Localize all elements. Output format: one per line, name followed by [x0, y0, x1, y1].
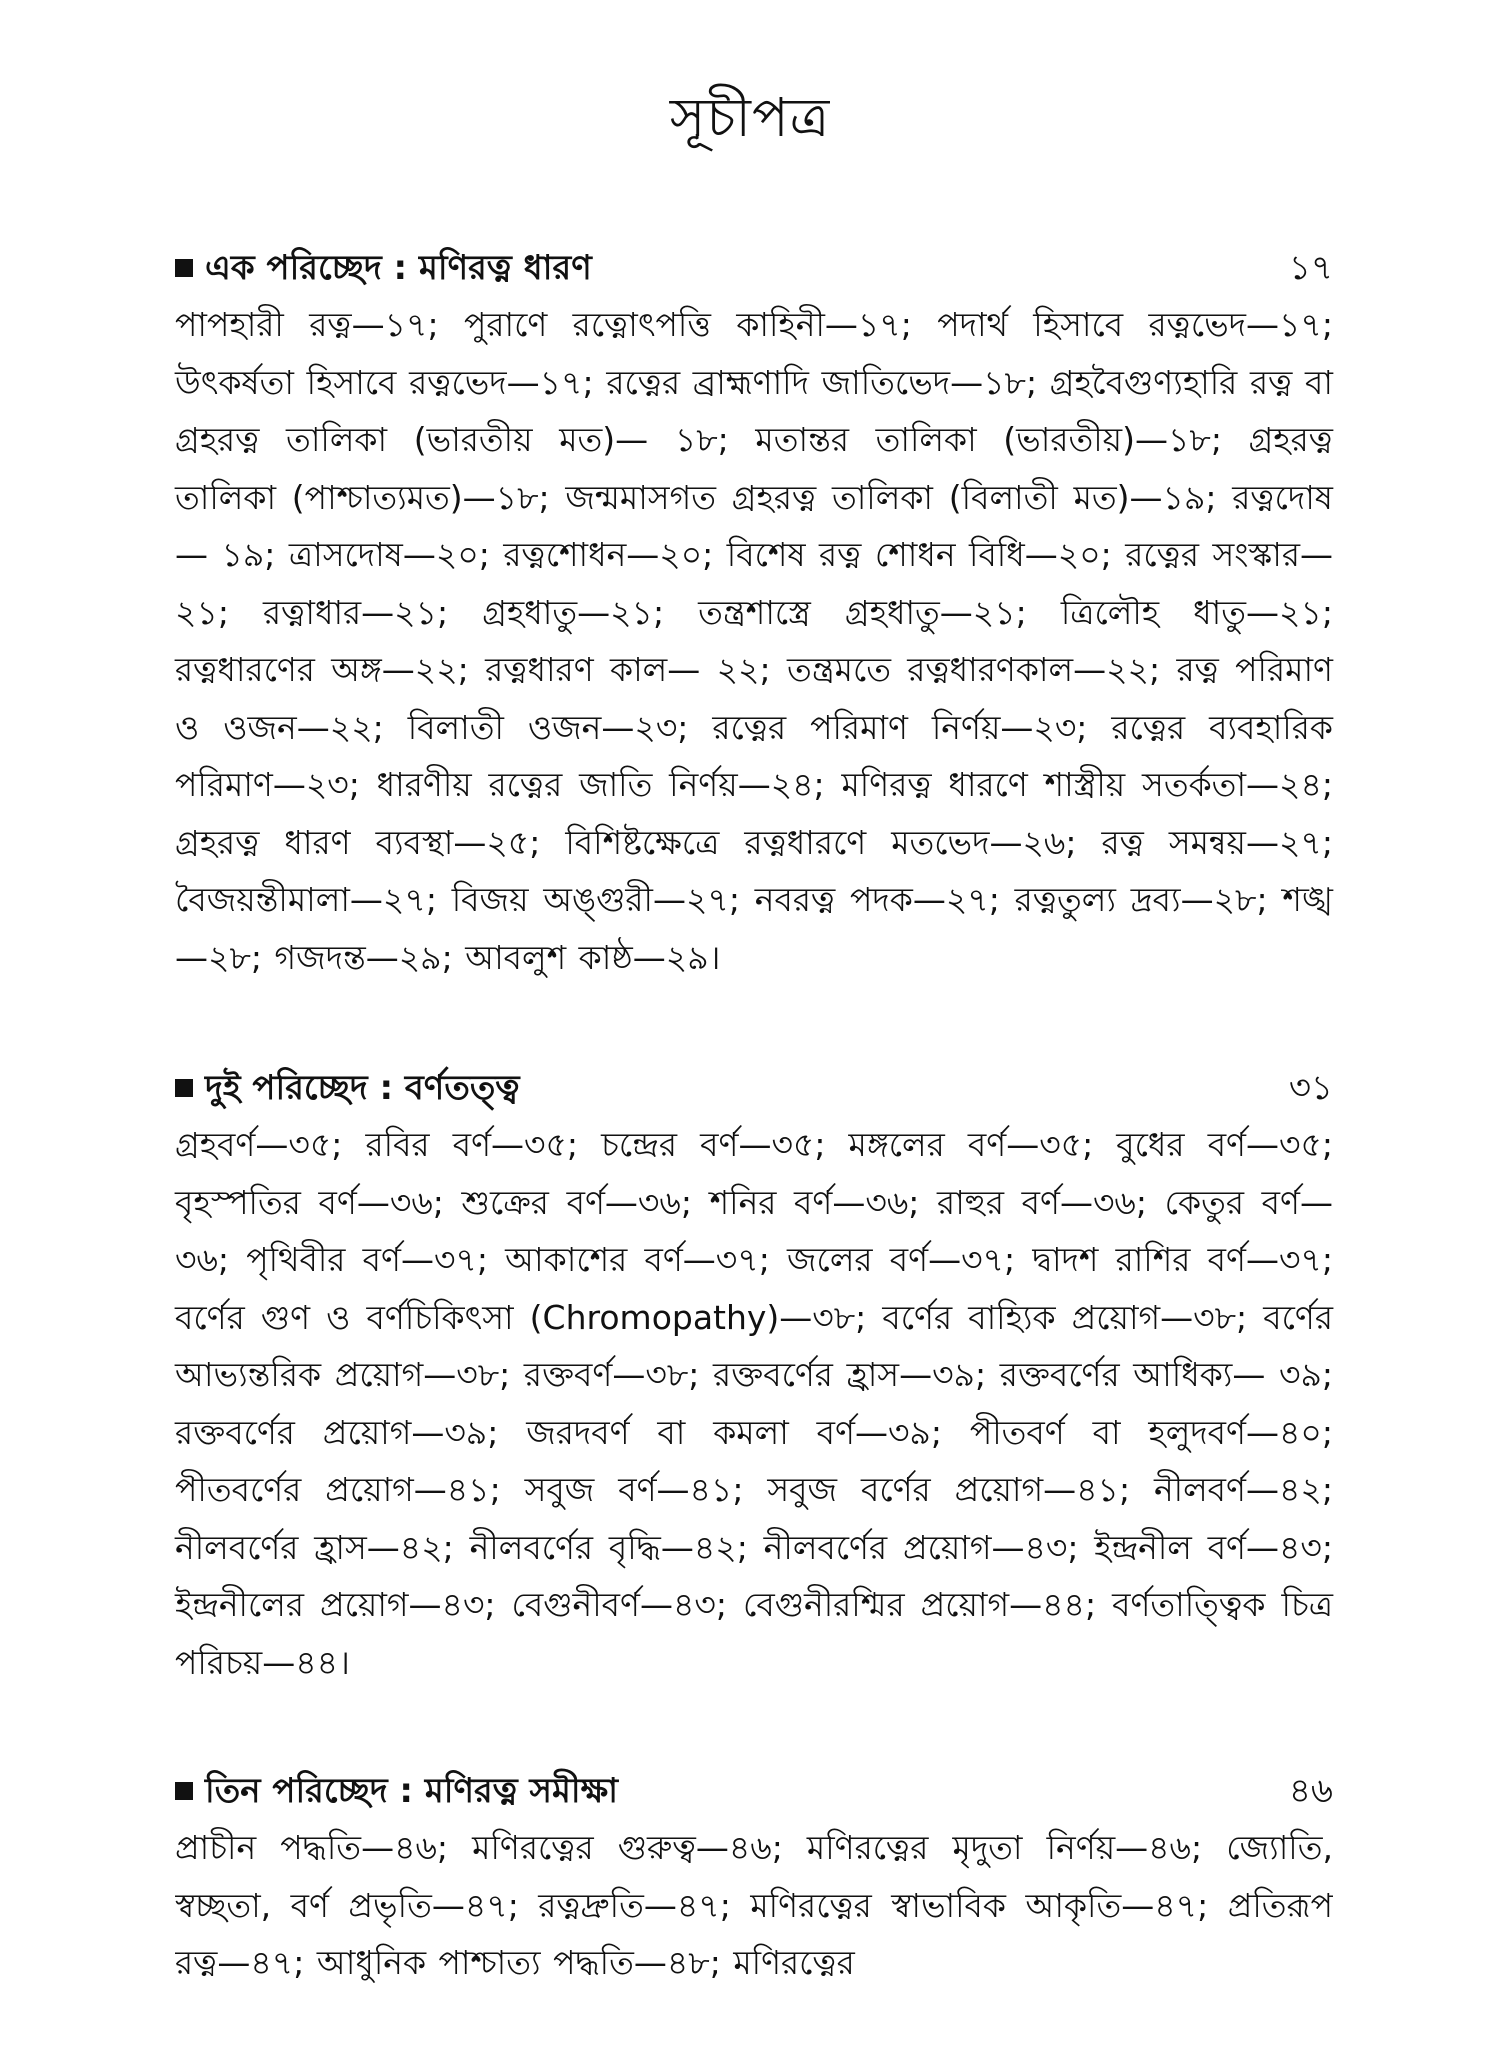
chapter-heading: [175, 1763, 618, 1819]
chapter-entries: প্রাচীন পদ্ধতি—৪৬; মণিরত্নের গুরুত্ব—৪৬; মণিরত্নের মৃদুতা নির্ণয়—৪৬; জ্যোতি, স্বচ্ছতা, বর্ণ প্রভৃতি—৪৭; রত্নদ্রুতি—৪৭; মণিরত্নের স্বাভাবিক আকৃতি—৪৭; প্রতিরূপ রত্ন—৪৭; আধুনিক পাশ্চাত্য পদ্ধতি—৪৮; মণিরত্নের: [175, 1828, 1333, 1982]
chapter-header: [175, 240, 1333, 296]
chapter-page-number: ৩১: [1288, 1068, 1333, 1108]
chapter-page-number: ৪৬: [1288, 1771, 1333, 1811]
chapter-entries: পাপহারী রত্ন—১৭; পুরাণে রত্নোৎপত্তি কাহিনী—১৭; পদার্থ হিসাবে রত্নভেদ—১৭; উৎকর্ষতা হিসাবে রত্নভেদ—১৭; রত্নের ব্রাহ্মণাদি জাতিভেদ—১৮; গ্রহবৈগুণ্যহারি রত্ন বা গ্রহরত্ন তালিকা (ভারতীয় মত)— ১৮; মতান্তর তালিকা (ভারতীয়)—১৮; গ্রহরত্ন তালিকা (পাশ্চাত্যমত)—১৮; জন্মমাসগত গ্রহরত্ন তালিকা (বিলাতী মত)—১৯; রত্নদোষ— ১৯; ত্রাসদোষ—২০; রত্নশোধন—২০; বিশেষ রত্ন শোধন বিধি—২০; রত্নের সংস্কার—২১; রত্নাধার—২১; গ্রহধাতু—২১; তন্ত্রশাস্ত্রে গ্রহধাতু—২১; ত্রিলৌহ ধাতু—২১; রত্নধারণের অঙ্গ—২২; রত্নধারণ কাল— ২২; তন্ত্রমতে রত্নধারণকাল—২২; রত্ন পরিমাণ ও ওজন—২২; বিলাতী ওজন—২৩; রত্নের পরিমাণ নির্ণয়—২৩; রত্নের ব্যবহারিক পরিমাণ—২৩; ধারণীয় রত্নের জাতি নির্ণয়—২৪; মণিরত্ন ধারণে শাস্ত্রীয় সতর্কতা—২৪; গ্রহরত্ন ধারণ ব্যবস্থা—২৫; বিশিষ্টক্ষেত্রে রত্নধারণে মতভেদ—২৬; রত্ন সমন্বয়—২৭; বৈজয়ন্তীমালা—২৭; বিজয় অঙ্গুরী—২৭; নবরত্ন পদক—২৭; রত্নতুল্য দ্রব্য—২৮; শঙ্খ—২৮; গজদন্ত—২৯; আবলুশ কাষ্ঠ—২৯।: [175, 305, 1333, 977]
square-bullet-icon: [175, 1782, 193, 1800]
chapter-entries: গ্রহবর্ণ—৩৫; রবির বর্ণ—৩৫; চন্দ্রের বর্ণ—৩৫; মঙ্গলের বর্ণ—৩৫; বুধের বর্ণ—৩৫; বৃহস্পতির বর্ণ—৩৬; শুক্রের বর্ণ—৩৬; শনির বর্ণ—৩৬; রাহুর বর্ণ—৩৬; কেতুর বর্ণ—৩৬; পৃথিবীর বর্ণ—৩৭; আকাশের বর্ণ—৩৭; জলের বর্ণ—৩৭; দ্বাদশ রাশির বর্ণ—৩৭; বর্ণের গুণ ও বর্ণচিকিৎসা (Chromopathy)—৩৮; বর্ণের বাহ্যিক প্রয়োগ—৩৮; বর্ণের আভ্যন্তরিক প্রয়োগ—৩৮; রক্তবর্ণ—৩৮; রক্তবর্ণের হ্রাস—৩৯; রক্তবর্ণের আধিক্য— ৩৯; রক্তবর্ণের প্রয়োগ—৩৯; জরদবর্ণ বা কমলা বর্ণ—৩৯; পীতবর্ণ বা হলুদবর্ণ—৪০; পীতবর্ণের প্রয়োগ—৪১; সবুজ বর্ণ—৪১; সবুজ বর্ণের প্রয়োগ—৪১; নীলবর্ণ—৪২; নীলবর্ণের হ্রাস—৪২; নীলবর্ণের বৃদ্ধি—৪২; নীলবর্ণের প্রয়োগ—৪৩; ইন্দ্রনীল বর্ণ—৪৩; ইন্দ্রনীলের প্রয়োগ—৪৩; বেগুনীবর্ণ—৪৩; বেগুনীরশ্মির প্রয়োগ—৪৪; বর্ণতাত্ত্বিক চিত্র পরিচয়—৪৪।: [175, 1125, 1333, 1682]
chapter-title: তিন পরিচ্ছেদ : মণিরত্ন সমীক্ষা: [205, 1771, 618, 1811]
page-title: সূচীপত্র: [669, 86, 831, 150]
chapter-header: [175, 1763, 1333, 1819]
square-bullet-icon: [175, 259, 193, 277]
chapter-3: [175, 1763, 1333, 2049]
chapter-header: [175, 1060, 1333, 1116]
chapter-heading: [175, 1060, 520, 1116]
chapter-1: [175, 240, 1333, 986]
chapter-heading: [175, 240, 592, 296]
chapter-page-number: ১৭: [1288, 248, 1333, 288]
chapter-title: দুই পরিচ্ছেদ : বর্ণতত্ত্ব: [205, 1068, 520, 1108]
chapter-2: [175, 1060, 1333, 1691]
chapter-title: এক পরিচ্ছেদ : মণিরত্ন ধারণ: [205, 248, 592, 288]
square-bullet-icon: [175, 1079, 193, 1097]
